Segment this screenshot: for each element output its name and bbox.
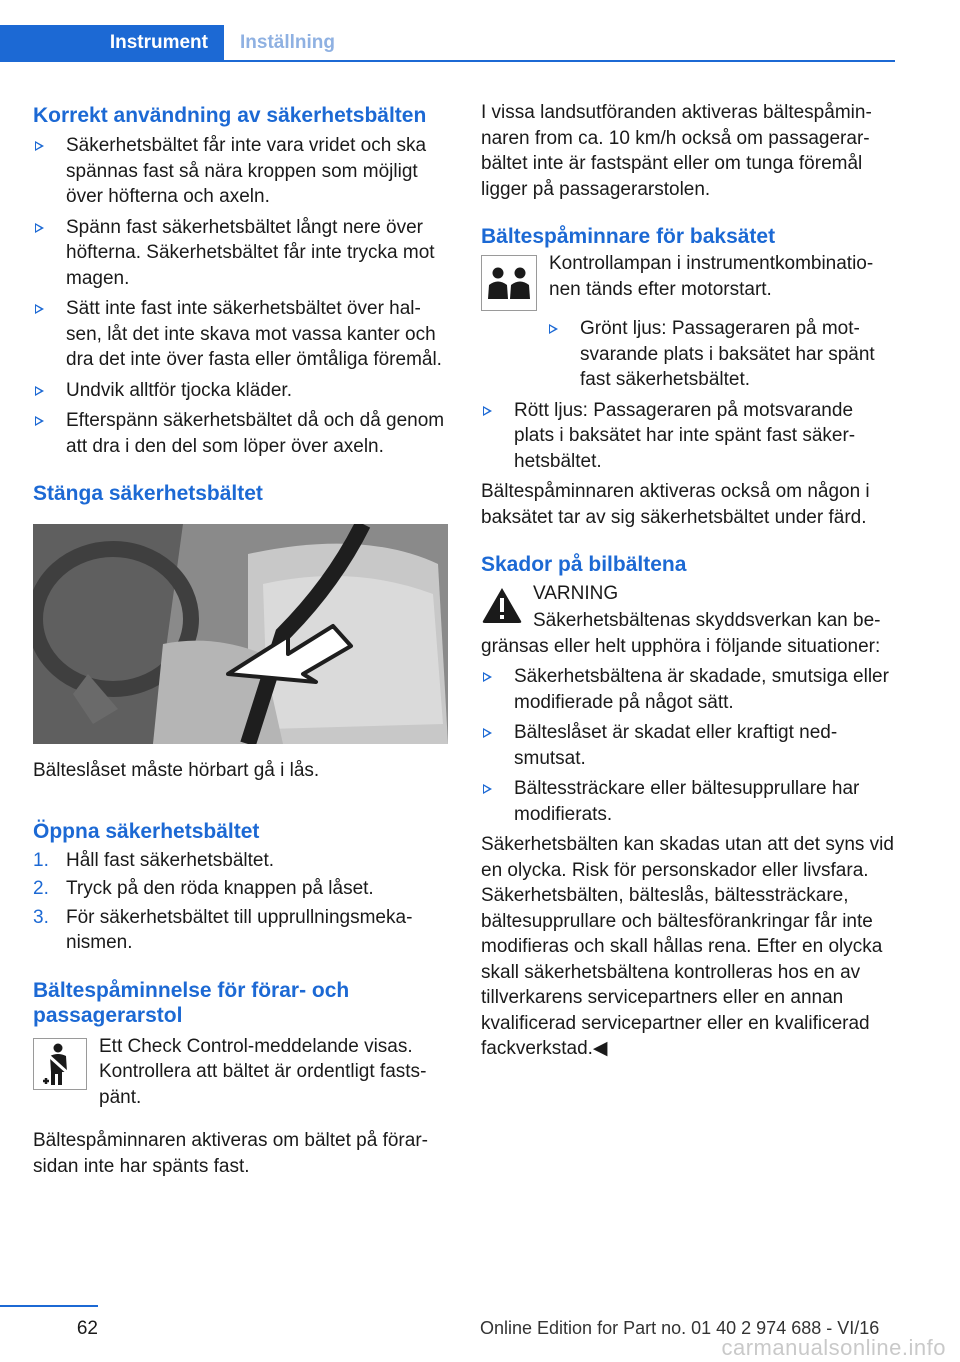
warning-block <box>533 581 618 607</box>
step-number: 3. <box>33 906 49 928</box>
section-title-open-belt: Öppna säkerhetsbältet <box>33 819 260 843</box>
tab-installning[interactable]: Inställning <box>240 32 335 53</box>
rear-seat-passengers-icon <box>481 255 537 311</box>
rear-reminder-list <box>481 398 896 475</box>
damage-list <box>481 664 896 827</box>
rear-reminder-text: Kontrollampan i instrumentkombinationen tänds efter motorstart. <box>549 253 874 300</box>
triangle-bullet-icon <box>35 416 44 426</box>
triangle-bullet-icon <box>483 728 492 738</box>
step-item: 2. Tryck på den röda knappen på låset. <box>33 876 448 902</box>
list-item: Bältessträckare eller bältesupprullare har modifierats. <box>481 776 896 827</box>
list-item: Bälteslåset är skadat eller kraftigt nedsmutsat. <box>481 720 896 771</box>
section-title-rear-reminder: Bältespåminnare för baksätet <box>481 225 776 248</box>
list-item: Sätt inte fast inte säkerhetsbältet över halsen, låt det inte skava mot vassa kanter och dra det inte över fasta eller ömtåliga föremål. <box>33 296 448 373</box>
damage-paragraph: Säkerhetsbälten kan skadas utan att det syns vid en olycka. Risk för personskador eller livsfara. Säkerhetsbälten, bälteslås, bältessträckare, bältesupprullare och bältesförankringar får inte modifieras och skall hållas rena. Efter en olycka skall säkerhetsbältena kontrolleras hos en av tillverkarens servicepartners eller en annan kvalificerad servicepartner eller en kvalificerad fackverkstad.◀ <box>481 834 894 1059</box>
rear-reminder-row <box>481 251 896 311</box>
step-number: 1. <box>33 849 49 871</box>
list-item: Säkerhetsbältena är skadade, smutsiga eller modifierade på något sätt. <box>481 664 896 715</box>
warning-label: VARNING <box>533 583 619 604</box>
left-column <box>33 103 448 1179</box>
correct-use-list <box>33 133 448 459</box>
right-column <box>481 100 896 1062</box>
triangle-bullet-icon <box>35 386 44 396</box>
section-title-correct-use: Korrekt användning av säkerhetsbälten <box>33 104 427 127</box>
header-divider <box>0 60 895 62</box>
open-belt-steps <box>33 848 448 956</box>
triangle-bullet-icon <box>483 406 492 416</box>
triangle-bullet-icon <box>483 784 492 794</box>
belt-reminder-row <box>33 1030 448 1111</box>
intro-paragraph: I vissa landsutföranden aktiveras bältespåminnaren from ca. 10 km/h också om passagerarbältet inte är fastspänt eller om tunga föremål ligger på passagerarstolen. <box>481 102 872 200</box>
edition-note: Online Edition for Part no. 01 40 2 974 688 - VI/16 <box>480 1318 880 1338</box>
step-number: 2. <box>33 878 49 899</box>
warning-text: Säkerhetsbältenas skyddsverkan kan begränsas eller helt upphöra i följande situationer: <box>481 610 881 657</box>
section-title-close-belt: Stänga säkerhetsbältet <box>33 482 263 505</box>
list-item: Undvik alltför tjocka kläder. <box>33 378 448 404</box>
page-number: 62 <box>76 1318 98 1339</box>
triangle-bullet-icon <box>35 304 44 314</box>
footer-divider <box>0 1305 98 1307</box>
rear-reminder-paragraph: Bältespåminnaren aktiveras också om någon i baksätet tar av sig säkerhetsbältet under färd. <box>481 481 870 528</box>
rear-reminder-sublist <box>547 316 896 393</box>
seatbelt-illustration <box>33 524 448 744</box>
section-title-belt-reminder: Bältespåminnelse för förar- och passagerarstol <box>33 978 350 1027</box>
list-item: Spänn fast säkerhetsbältet långt nere över höfterna. Säkerhetsbältet får inte trycka mot magen. <box>33 215 448 292</box>
list-item: Grönt ljus: Passageraren på motsvarande plats i baksätet har spänt fast säkerhetsbältet. <box>547 316 896 393</box>
list-item: Säkerhetsbältet får inte vara vridet och ska spännas fast så nära kroppen som möjligt över höfterna och axeln. <box>33 133 448 210</box>
triangle-bullet-icon <box>35 223 44 233</box>
tab-instrument[interactable]: Instrument <box>0 25 224 61</box>
triangle-bullet-icon <box>35 141 44 151</box>
belt-reminder-paragraph: Bältespåminnaren aktiveras om bältet på förarsidan inte har spänts fast. <box>33 1130 428 1177</box>
seatbelt-warning-icon <box>33 1038 87 1090</box>
triangle-bullet-icon <box>483 672 492 682</box>
section-title-belt-damage: Skador på bilbältena <box>481 553 687 576</box>
seatbelt-photo <box>33 524 448 744</box>
warning-triangle-icon <box>481 585 523 625</box>
watermark: carmanualsonline.info <box>721 1335 946 1360</box>
caption-close-belt: Bälteslåset måste hörbart gå i lås. <box>33 760 320 781</box>
belt-reminder-text: Ett Check Control-meddelande visas. Kontrollera att bältet är ordentligt fastspänt. <box>99 1035 427 1108</box>
list-item: Rött ljus: Passageraren på motsvarande plats i baksätet har inte spänt fast säkerhetsbältet. <box>481 398 896 475</box>
header-tabs <box>0 25 895 63</box>
step-item: 3. För säkerhetsbältet till upprullningsmekanismen. <box>33 906 413 953</box>
list-item: Efterspänn säkerhetsbältet då och då genom att dra i den del som löper över axeln. <box>33 408 448 459</box>
step-item: 1. Håll fast säkerhetsbältet. <box>33 848 448 874</box>
triangle-bullet-icon <box>549 324 558 334</box>
